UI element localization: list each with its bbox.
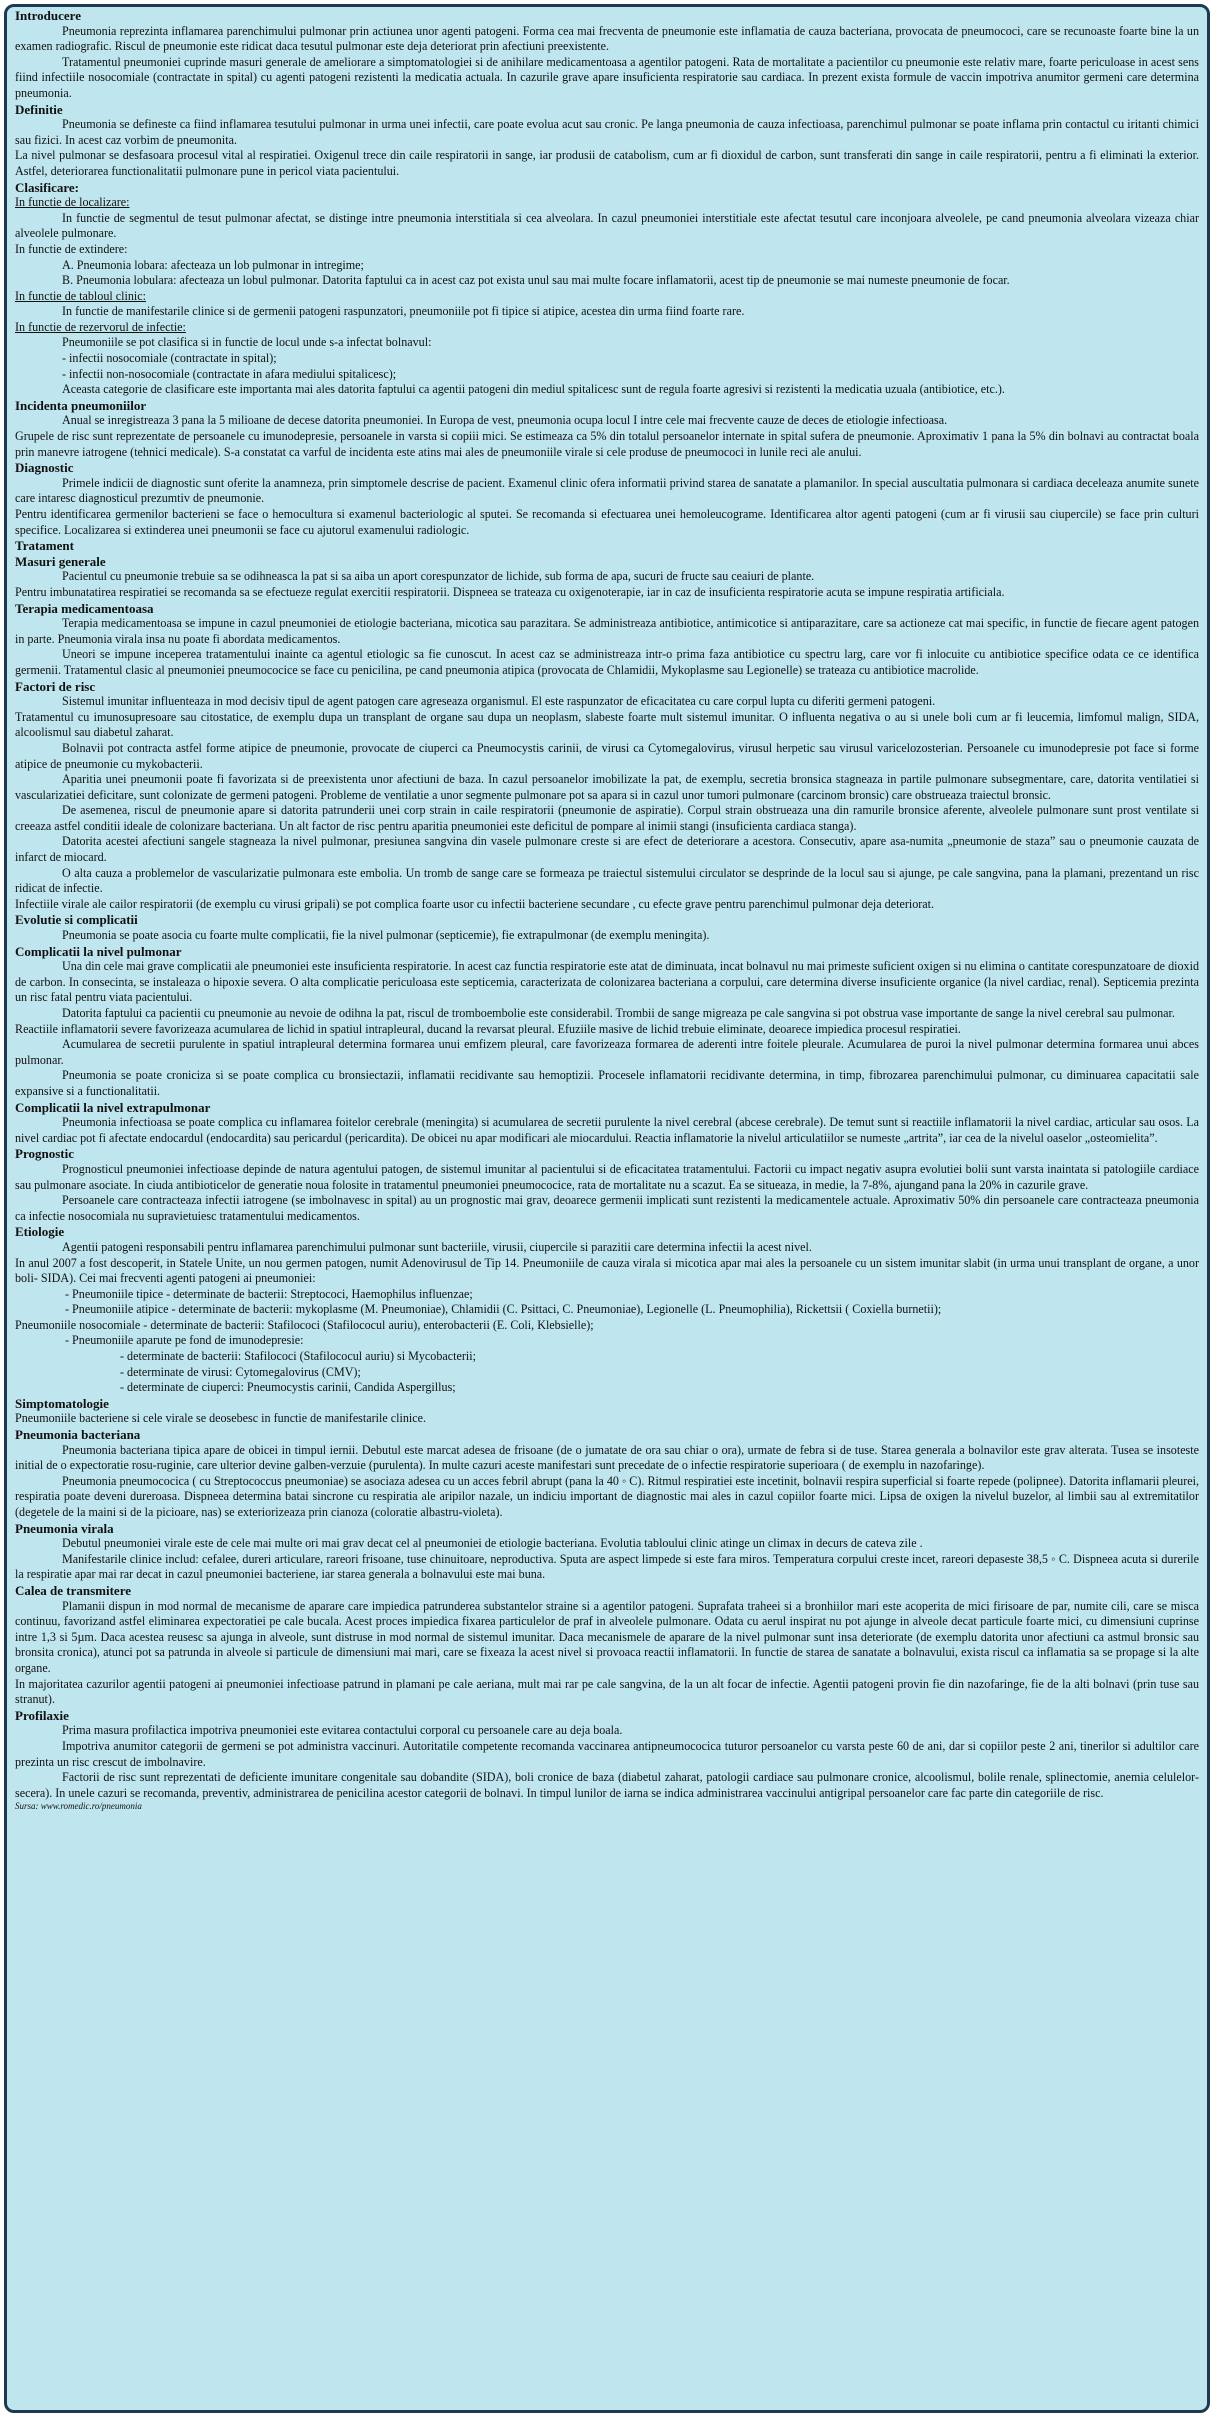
paragraph: Pneumonia se defineste ca fiind inflamarea tesutului pulmonar in urma unei infectii, care poate evolua acut sau cronic. Pe langa pneumonia de cauza infectioasa, parenchimul pulmonar se poate inflama prin contactul cu iritanti chimici sau fizici. In acest caz vorbim de pneumonita. bbox=[15, 117, 1199, 147]
source-note: Sursa: www.romedic.ro/pneumonia bbox=[15, 1801, 142, 1812]
subheading: In functie de localizare: bbox=[15, 195, 130, 210]
section-heading: Prognostic bbox=[15, 1146, 74, 1162]
paragraph: Sistemul imunitar influenteaza in mod decisiv tipul de agent patogen care agreseaza organismul. El este raspunzator de eficacitatea cu care corpul lupta cu diferiti germeni patogeni. bbox=[62, 694, 936, 709]
paragraph: Prognosticul pneumoniei infectioase depinde de natura agentului patogen, de sistemul imunitar al pacientului si de eficacitatea tratamentului. Factorii cu impact negativ asupra evolutiei bolii sunt varsta inaintata si patologiile cardiace sau pulmonare asociate. In ciuda antibioticelor de generatie noua folosite in tratamentul pneumoniei pneumococice, rata de mortalitate nu a scazut. Ea se situeaza, in medie, la 7-8%, ajungand pana la 20% in cazurile grave. bbox=[15, 1161, 1199, 1192]
document-panel bbox=[4, 4, 1210, 2413]
section-heading: Profilaxie bbox=[15, 1707, 69, 1723]
section-heading: Diagnostic bbox=[15, 460, 74, 476]
list-item: - determinate de ciuperci: Pneumocystis carinii, Candida Aspergillus; bbox=[120, 1380, 456, 1395]
list-item: - infectii nosocomiale (contractate in spital); bbox=[62, 351, 277, 366]
paragraph: Manifestarile clinice includ: cefalee, dureri articulare, rareori frisoane, tuse chinuitoare, neproductiva. Sputa are aspect limpede si este fara miros. Temperatura corpului creste incet, rareori depaseste 38,5 ◦ C. Dispneea acuta si durerile la respiratie apar mai rar decat in cazul pneumoniei bacteriene, iar starea generala a bolnavului este mai buna. bbox=[15, 1551, 1199, 1582]
list-item: - Pneumoniile tipice - determinate de bacterii: Streptococi, Haemophilus influenzae; bbox=[65, 1286, 473, 1301]
paragraph: Acumularea de secretii purulente in spatiul intrapleural determina formarea unui emfizem pleural, care favorizeaza formarea de aderenti intre foitele pleurale. Acumularea de puroi la nivel pulmonar determina formarea unui abces pulmonar. bbox=[15, 1037, 1199, 1067]
paragraph: Agentii patogeni responsabili pentru inflamarea parenchimului pulmonar sunt bacteriile, virusii, ciupercile si parazitii care determina infectii la acest nivel. bbox=[62, 1239, 812, 1254]
section-heading: Definitie bbox=[15, 101, 63, 117]
section-heading: Masuri generale bbox=[15, 553, 106, 569]
list-item: - determinate de bacterii: Stafilococi (Stafilococul auriu) si Mycobacterii; bbox=[120, 1349, 476, 1364]
paragraph: Datorita acestei afectiuni sangele stagneaza la nivel pulmonar, presiunea sangvina din vasele pulmonare creste si are efect de deteriorare a acestora. Consecutiv, apare asa-numita „pneumonie de staza” sau o pneumonie cauzata de infarct de miocard. bbox=[15, 834, 1199, 865]
list-item: A. Pneumonia lobara: afecteaza un lob pulmonar in intregime; bbox=[62, 257, 364, 272]
paragraph: Pacientul cu pneumonie trebuie sa se odihneasca la pat si sa aiba un aport corespunzator de lichide, sub forma de apa, sucuri de fructe sau ceaiuri de plante. bbox=[62, 569, 815, 584]
paragraph: Persoanele care contracteaza infectii iatrogene (se imbolnavesc in spital) au un prognostic mai grav, deoarece germenii implicati sunt rezistenti la medicamentele actuale. Aproximativ 50% din persoanele care contracteaza pneumonia ca infectie nosocomiala nu supravietuiesc tratamentului medicamentos. bbox=[15, 1193, 1199, 1223]
section-heading: Pneumonia virala bbox=[15, 1520, 114, 1536]
section-heading: Clasificare: bbox=[15, 179, 80, 195]
paragraph: Aparitia unei pneumonii poate fi favorizata si de preexistenta unor afectiuni de baza. In cazul persoanelor imobilizate la pat, de exemplu, secretia bronsica stagneaza in partile pulmonare subsegmentare, care, datorita ventilatiei si vascularizatiei deficitare, sunt colonizate de germeni patogeni. Probleme de ventilatie a unor segmente pulmonare pot sa apara si in cazul unor tumori pulmonare (carcinom bronsic) care obstrueaza traiectul bronsic. bbox=[15, 772, 1199, 802]
paragraph: Anual se inregistreaza 3 pana la 5 milioane de decese datorita pneumoniei. In Europa de vest, pneumonia ocupa locul I intre cele mai frecvente cauze de deces de etiologie infectioasa. bbox=[62, 413, 948, 428]
paragraph: Pneumonia reprezinta inflamarea parenchimului pulmonar prin actiunea unor agenti patogeni. Forma cea mai frecventa de pneumonie este inflamatia de cauza bacteriana, provocata de pneumococi, care se recunoaste foarte bine la un examen radiografic. Riscul de pneumonie este ridicat daca tesutul pulmonar este deja deteriorat prin afectiuni preexistente. bbox=[15, 23, 1199, 54]
paragraph: Pneumoniile nosocomiale - determinate de bacterii: Stafilococi (Stafilococul auriu), enterobacterii (E. Coli, Klebsielle); bbox=[15, 1317, 594, 1332]
paragraph: Pentru identificarea germenilor bacterieni se face o hemocultura si examenul bacteriologic al sputei. Se recomanda si efectuarea unei hemoleucograme. Identificarea altor agenti patogeni (cum ar fi virusii sau ciupercile) se face prin culturi specifice. Localizarea si extinderea unei pneumonii se face cu ajutorul examenului radiologic. bbox=[15, 507, 1199, 537]
paragraph: Reactiile inflamatorii severe favorizeaza acumularea de lichid in spatiul intrapleural, ducand la revarsat pleural. Efuziile masive de lichid trebuie eliminate, deoarece impiedica procesul respiratiei. bbox=[15, 1021, 961, 1036]
paragraph: O alta cauza a problemelor de vascularizatie pulmonara este embolia. Un tromb de sange care se formeaza pe traiectul sistemului circulator se desprinde de la locul sau si ajunge, pe cale sangvina, pana la plamani, prezentand un risc ridicat de infectie. bbox=[15, 865, 1199, 896]
paragraph: Factorii de risc sunt reprezentati de deficiente imunitare congenitale sau dobandite (SIDA), boli cronice de baza (diabetul zaharat, patologii cardiace sau pulmonare cronice, alcoolismul, bolile renale, splinectomie, anemia celulelor-secera). In unele cazuri se recomanda, preventiv, administrarea de penicilina acestor categorii de bolnavi. In timpul lunilor de iarna se indica administrarea vaccinului antigripal persoanelor care fac parte din categoriile de risc. bbox=[15, 1770, 1199, 1800]
paragraph: Pentru imbunatatirea respiratiei se recomanda sa se efectueze regulat exercitii respiratorii. Dispneea se trateaza cu oxigenoterapie, iar in caz de insuficienta respiratorie acuta se impune respiratia artificiala. bbox=[15, 584, 1005, 599]
section-heading: Pneumonia bacteriana bbox=[15, 1427, 141, 1443]
section-heading: Evolutie si complicatii bbox=[15, 912, 138, 928]
paragraph: Pneumonia bacteriana tipica apare de obicei in timpul iernii. Debutul este marcat adesea de frisoane (de o jumatate de ora sau chiar o ora), urmate de febra si de tuse. Starea generala a bolnavilor este grav alterata. Tusea se insoteste initial de o expectoratie rosu-ruginie, care ulterior devine galben-verzuie (purulenta). In multe cazuri aceste manifestari sunt precedate de o infectie respiratorie superioara ( de exemplu in nazofaringe). bbox=[15, 1442, 1199, 1473]
section-heading: Terapia medicamentoasa bbox=[15, 600, 154, 616]
section-heading: Factori de risc bbox=[15, 678, 96, 694]
section-heading: Simptomatologie bbox=[15, 1395, 109, 1411]
paragraph: In functie de manifestarile clinice si de germenii patogeni raspunzatori, pneumoniile pot fi tipice si atipice, acestea din urma fiind foarte rare. bbox=[62, 304, 745, 319]
section-heading: Etiologie bbox=[15, 1224, 65, 1240]
paragraph: Pneumonia infectioasa se poate complica cu inflamarea foitelor cerebrale (meningita) si acumularea de secretii purulente la nivel cerebral (abcese cerebrale). De temut sunt si reactiile inflamatorii la nivel cardiac, articular sau osos. La nivel cardiac pot fi afectate endocardul (endocardita) sau pericardul (pericardita). De obicei nu apar modificari ale miocardului. Reactia inflamatorie la nivelul articulatiilor se numeste „artrita”, iar cea de la nivelul oaselor „osteomielita”. bbox=[15, 1115, 1199, 1145]
paragraph: Pneumonia se poate croniciza si se poate complica cu bronsiectazii, inflamatii recidivante sau hemoptizii. Procesele inflamatorii recidivante determina, in timp, fibrozarea parenchimului pulmonar, cu diminuarea capacitatii sale expansive si a functionalitatii. bbox=[15, 1068, 1199, 1098]
paragraph: Tratamentul pneumoniei cuprinde masuri generale de ameliorare a simptomatologiei si de anihilare medicamentoasa a agentilor patogeni. Rata de mortalitate a pacientilor cu pneumonie este relativ mare, foarte periculoase in acest sens fiind infectiile nosocomiale (contractate in spital) cu agenti patogeni rezistenti la medicatia actuala. In cazurile grave apare insuficienta respiratorie sau cardiaca. In prezent exista formule de vaccin impotriva anumitor germeni care determina pneumonia. bbox=[15, 54, 1199, 100]
subheading: In functie de tabloul clinic: bbox=[15, 288, 146, 303]
paragraph: Datorita faptului ca pacientii cu pneumonie au nevoie de odihna la pat, riscul de tromboembolie este considerabil. Trombii de sange migreaza pe cale sangvina si pot obstrua vase importante de sange la nivel cerebral sau pulmonar. bbox=[62, 1006, 1175, 1020]
paragraph: In majoritatea cazurilor agentii patogeni ai pneumoniei infectioase patrund in plamani pe cale aeriana, mult mai rar pe cale sangvina, de la un alt focar de infectie. Agentii patogeni provin fie din nazofaringe, fie de la alti bolnavi (prin tuse sau stranut). bbox=[15, 1676, 1199, 1707]
paragraph: Prima masura profilactica impotriva pneumoniei este evitarea contactului corporal cu persoanele care au deja boala. bbox=[62, 1723, 623, 1738]
paragraph: Infectiile virale ale cailor respiratorii (de exemplu cu virusi gripali) se pot complica foarte usor cu infectii bacteriene secundare , cu efecte grave pentru parenchimul pulmonar deja deteriorat. bbox=[15, 896, 935, 911]
paragraph: La nivel pulmonar se desfasoara procesul vital al respiratiei. Oxigenul trece din caile respiratorii in sange, iar produsii de catabolism, cum ar fi dioxidul de carbon, sunt transferati din sange in caile respiratorii, pentru a fi eliminati la exterior. Astfel, deteriorarea functionalitatii pulmonare pune in pericol viata pacientului. bbox=[15, 148, 1199, 178]
list-item: - Pneumoniile atipice - determinate de bacterii: mykoplasme (M. Pneumoniae), Chlamidii (C. Psittaci, C. Pneumoniae), Legionelle (L. Pneumophilia), Rickettsii ( Coxiella burnetii); bbox=[65, 1302, 942, 1317]
paragraph: Pneumonia se poate asocia cu foarte multe complicatii, fie la nivel pulmonar (septicemie), fie extrapulmonar (de exemplu meningita). bbox=[62, 928, 710, 943]
paragraph: In functie de segmentul de tesut pulmonar afectat, se distinge intre pneumonia interstitiala si cea alveolara. In cazul pneumoniei interstitiale este afectat tesutul care inconjoara alveolele, pe cand pneumonia alveolara vizeaza chiar alveolele pulmonare. bbox=[15, 210, 1199, 241]
list-item: Pneumoniile se pot clasifica si in functie de locul unde s-a infectat bolnavul: bbox=[62, 335, 432, 350]
paragraph: Plamanii dispun in mod normal de mecanisme de aparare care impiedica patrunderea substantelor straine si a agentilor patogeni. Suprafata traheei si a bronhiilor mari este acoperita de mici firisoare de par, numite cili, care se misca continuu, favorizand astfel eliminarea expectoratiei pe cale bucala. Acest proces impiedica fixarea particulelor de praf in alveolele pulmonare. Odata cu aerul inspirat nu pot ajunge in alveole decat particule foarte mici, cu dimensiuni cuprinse intre 1,3 si 5µm. Daca acestea reusesc sa ajunga in alveole, sunt distruse in mod normal de sistemul imunitar. Daca mecanismele de aparare de la nivel pulmonar sunt insa deteriorate (de exemplu datorita unor afectiuni ca astmul bronsic sau bronsita cronica), atunci pot sa patrunda in alveole si particule de dimensiuni mai mari, care se fixeaza la acest nivel si provoaca reactii inflamatorii. In functie de starea de sanatate a bolnavului, exista riscul ca inflamatia sa se propage si la alte organe. bbox=[15, 1598, 1199, 1675]
list-item: B. Pneumonia lobulara: afecteaza un lobul pulmonar. Datorita faptului ca in acest caz pot exista unul sau mai multe focare inflamatorii, acest tip de pneumonie se mai numeste pneumonie de focar. bbox=[62, 273, 1010, 288]
paragraph: Terapia medicamentoasa se impune in cazul pneumoniei de etiologie bacteriana, micotica sau parazitara. Se administreaza antibiotice, antimicotice si antiparazitare, care sa actioneze cat mai specific, in functie de fiecare agent patogen in parte. Pneumonia virala insa nu poate fi abordata medicamentos. bbox=[15, 616, 1199, 646]
paragraph: Tratamentul cu imunosupresoare sau citostatice, de exemplu dupa un transplant de organe sau dupa un neoplasm, slabeste foarte mult sistemul imunitar. O influenta negativa o au si unele boli cum ar fi leucemia, limfomul malign, SIDA, alcoolismul sau diabetul zaharat. bbox=[15, 709, 1199, 740]
section-heading: Introducere bbox=[15, 8, 81, 23]
list-item: - determinate de virusi: Cytomegalovirus (CMV); bbox=[120, 1364, 361, 1379]
paragraph: In anul 2007 a fost descoperit, in Statele Unite, un nou germen patogen, numit Adenovirusul de Tip 14. Pneumoniile de cauza virala si micotica apar mai ales la persoanele cu un sistem imunitar slabit (in urma unui transplant de organe, a unor boli- SIDA). Cei mai frecventi agenti patogeni ai pneumoniei: bbox=[15, 1255, 1199, 1286]
paragraph: De asemenea, riscul de pneumonie apare si datorita patrunderii unei corp strain in caile respiratorii (pneumonie de aspiratie). Corpul strain obstrueaza una din ramurile bronsice aferente, alveolele pulmonare sunt prost ventilate si creeaza astfel conditii ideale de colonizare bacteriana. Un alt factor de risc pentru aparitia pneumoniei este deficitul de pompare al inimii stangi (insuficienta cardiaca stanga). bbox=[15, 803, 1199, 833]
paragraph: In functie de extindere: bbox=[15, 241, 128, 256]
section-heading: Calea de transmitere bbox=[15, 1582, 132, 1598]
paragraph: Pneumoniile bacteriene si cele virale se deosebesc in functie de manifestarile clinice. bbox=[15, 1411, 427, 1426]
section-heading: Tratament bbox=[15, 538, 74, 554]
paragraph: Debutul pneumoniei virale este de cele mai multe ori mai grav decat cel al pneumoniei de etiologie bacteriana. Evolutia tabloului clinic atinge un climax in decurs de cateva zile . bbox=[62, 1536, 923, 1551]
paragraph: Primele indicii de diagnostic sunt oferite la anamneza, prin simptomele descrise de pacient. Examenul clinic ofera informatii privind starea de sanatate a plamanilor. In special auscultatia pulmonara si cardiaca deceleaza anumite sunete care intaresc diagnosticul prezumtiv de pneumonie. bbox=[15, 475, 1199, 506]
paragraph: Grupele de risc sunt reprezentate de persoanele cu imunodepresie, persoanele in varsta si copiii mici. Se estimeaza ca 5% din totalul persoanelor internate in spital sufera de pneumonie. Aproximativ 1 pana la 5% din bolnavi au contractat boala prin manevre iatrogene (tehnici medicale). S-a constatat ca varful de incidenta este atins mai ales de pneumoniile virale si cele produse de pneumococi in lunile reci ale anului. bbox=[15, 429, 1199, 459]
paragraph: Una din cele mai grave complicatii ale pneumoniei este insuficienta respiratorie. In acest caz functia respiratorie este atat de diminuata, incat bolnavul nu mai primeste suficient oxigen si nu elimina o cantitate corespunzatoare de dioxid de carbon. In consecinta, se instaleaza o hipoxie severa. O alta complicatie periculoasa este septicemia, caracterizata de colonizarea bacteriana a corpului, care determina diverse insuficiente organice (la nivel cardiac, renal). Septicemia prezinta un risc fatal pentru viata pacientului. bbox=[15, 959, 1199, 1005]
subheading: In functie de rezervorul de infectie: bbox=[15, 319, 186, 334]
section-heading: Complicatii la nivel extrapulmonar bbox=[15, 1099, 211, 1115]
paragraph: Impotriva anumitor categorii de germeni se pot administra vaccinuri. Autoritatile competente recomanda vaccinarea antipneumococica tuturor persoanelor cu varsta peste 60 de ani, dar si copiilor peste 2 ani, tinerilor si adultilor care prezinta un risc crescut de imbolnavire. bbox=[15, 1738, 1199, 1769]
section-heading: Complicatii la nivel pulmonar bbox=[15, 943, 182, 959]
paragraph: Uneori se impune inceperea tratamentului inainte ca agentul etiologic sa fie cunoscut. In acest caz se administreaza intr-o prima faza antibiotice cu spectru larg, care vor fi inlocuite cu antibiotice specifice odata ce ce identifica germenii. Tratamentul clasic al pneumoniei pneumococice se face cu penicilina, pe cand pneumonia atipica (provocata de Chlamidii, Mykoplasme sau Legionelle) se trateaza cu antibiotice macrolide. bbox=[15, 647, 1199, 677]
section-heading: Incidenta pneumoniilor bbox=[15, 397, 147, 413]
list-item: - Pneumoniile aparute pe fond de imunodepresie: bbox=[65, 1333, 304, 1348]
paragraph: Bolnavii pot contracta astfel forme atipice de pneumonie, provocate de ciuperci ca Pneumocystis carinii, de virusi ca Cytomegalovirus, virusul herpetic sau virusul varicelozosterian. Persoanele cu imunodepresie pot face si forme atipice de pneumonie cu mykobacterii. bbox=[15, 740, 1199, 771]
paragraph: Aceasta categorie de clasificare este importanta mai ales datorita faptului ca agentii patogeni din mediul spitalicesc sunt de regula foarte agresivi si rezistenti la medicatia uzuala (antibiotice, etc.). bbox=[62, 382, 1005, 397]
paragraph: Pneumonia pneumococica ( cu Streptococcus pneumoniae) se asociaza adesea cu un acces febril abrupt (pana la 40 ◦ C). Ritmul respiratiei este incetinit, bolnavii respira superficial si foarte repede (polipnee). Datorita inflamarii pleurei, respiratia poate deveni dureroasa. Dispneea determina batai sincrone cu respiratia ale aripilor nazale, un indiciu important de diagnostic mai ales in cazul copiilor foarte mici. Lipsa de oxigen la nivelul buzelor, al limbii sau al extremitatilor (degetele de la maini si de la picioare, nas) se exteriorizeaza prin cianoza (coloratie albastru-violeta). bbox=[15, 1473, 1199, 1519]
list-item: - infectii non-nosocomiale (contractate in afara mediului spitalicesc); bbox=[62, 366, 397, 381]
